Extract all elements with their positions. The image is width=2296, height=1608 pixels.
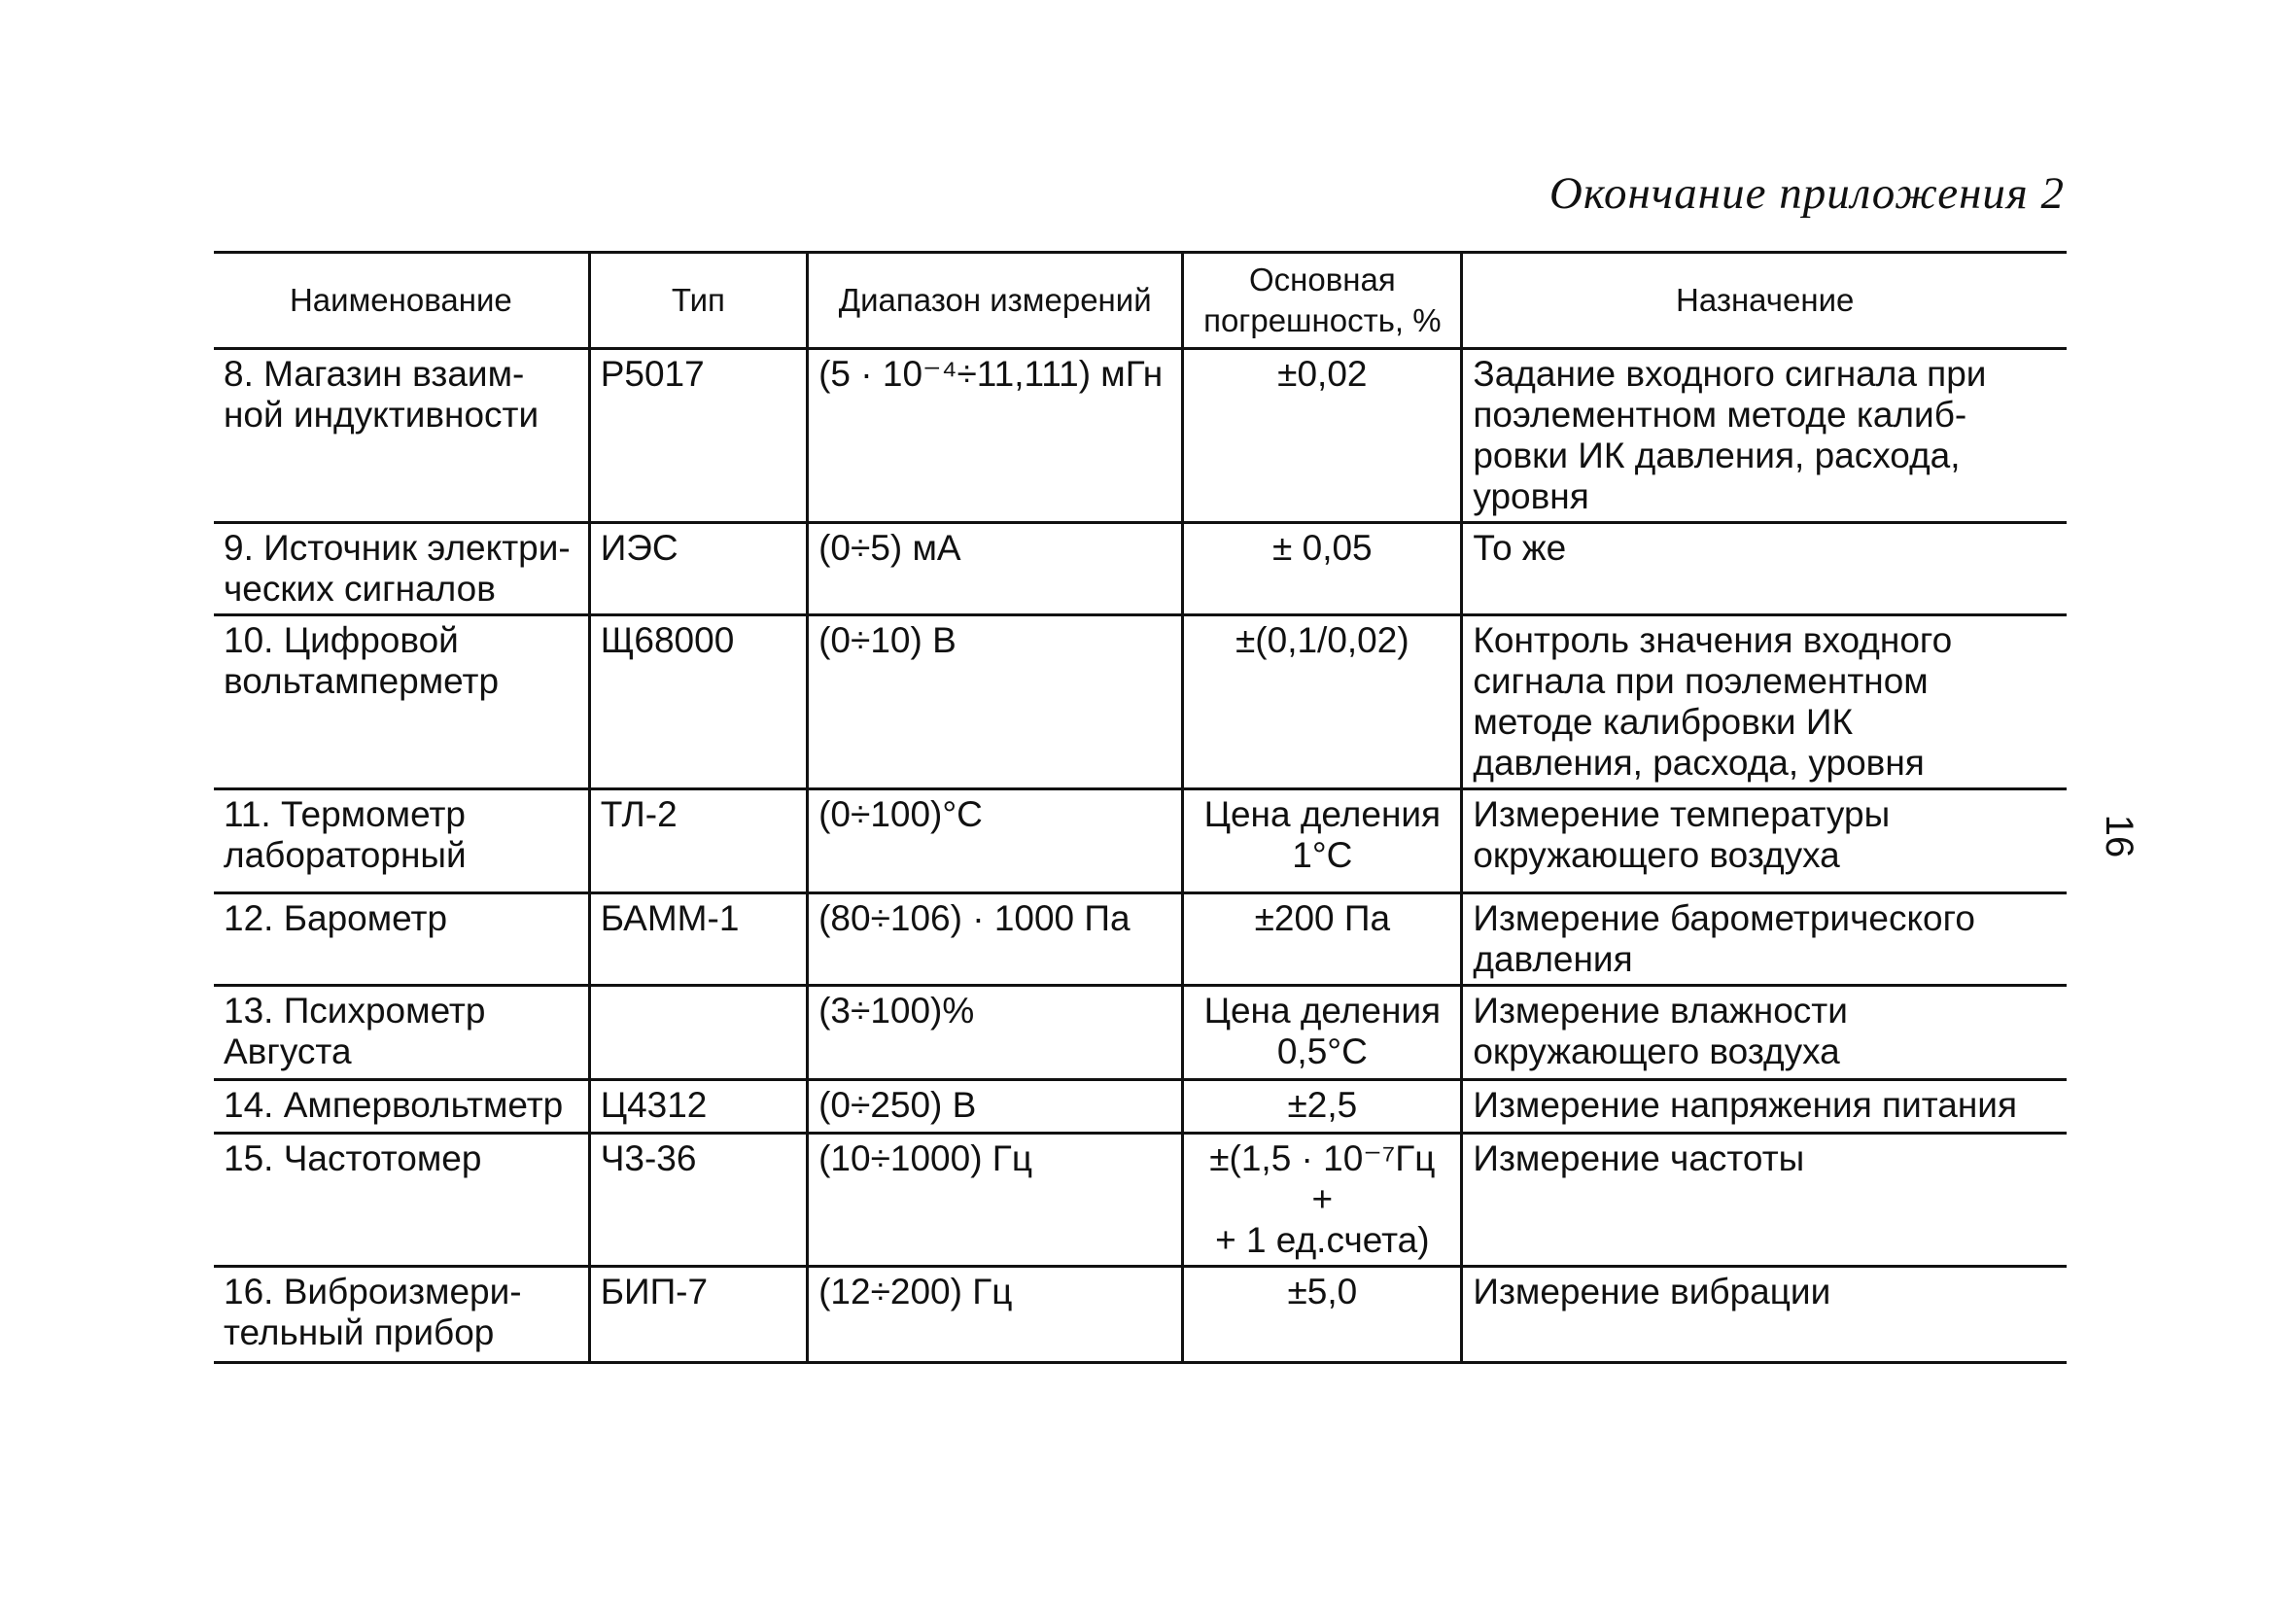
cell-purpose: Измерение барометрического давления — [1462, 893, 2067, 986]
cell-range: (0÷250) В — [808, 1080, 1183, 1134]
cell-type: Р5017 — [589, 349, 807, 523]
cell-error: ±5,0 — [1183, 1267, 1462, 1363]
cell-range: (80÷106) · 1000 Па — [808, 893, 1183, 986]
cell-purpose: То же — [1462, 523, 2067, 615]
cell-type — [589, 986, 807, 1080]
table-header-row — [214, 253, 2067, 349]
cell-purpose: Измерение напряжения питания — [1462, 1080, 2067, 1134]
header-name: Наименование — [214, 253, 589, 349]
cell-error: ±(1,5 · 10⁻⁷Гц + + 1 ед.счета) — [1183, 1134, 1462, 1267]
table-row — [214, 893, 2067, 986]
header-range: Диапазон измерений — [808, 253, 1183, 349]
table-row — [214, 789, 2067, 893]
table-row — [214, 615, 2067, 789]
table-row — [214, 523, 2067, 615]
table-row — [214, 986, 2067, 1080]
cell-range: (3÷100)% — [808, 986, 1183, 1080]
cell-purpose: Задание входного сигнала при поэлементном методе калиб- ровки ИК давления, расхода, уровня — [1462, 349, 2067, 523]
cell-name: 11. Термометр лабораторный — [214, 789, 589, 893]
cell-range: (0÷5) мА — [808, 523, 1183, 615]
cell-type: Щ68000 — [589, 615, 807, 789]
table-row — [214, 1134, 2067, 1267]
table-row — [214, 1080, 2067, 1134]
cell-purpose: Измерение влажности окружающего воздуха — [1462, 986, 2067, 1080]
cell-name: 10. Цифровой вольтамперметр — [214, 615, 589, 789]
cell-name: 15. Частотомер — [214, 1134, 589, 1267]
cell-name: 14. Ампервольтметр — [214, 1080, 589, 1134]
cell-error: ±0,02 — [1183, 349, 1462, 523]
instrument-table — [214, 251, 2067, 1364]
cell-error: ±(0,1/0,02) — [1183, 615, 1462, 789]
cell-range: (10÷1000) Гц — [808, 1134, 1183, 1267]
cell-type: БИП-7 — [589, 1267, 807, 1363]
header-type: Тип — [589, 253, 807, 349]
cell-purpose: Контроль значения входного сигнала при поэлементном методе калибровки ИК давления, расхода, уровня — [1462, 615, 2067, 789]
cell-range: (0÷10) В — [808, 615, 1183, 789]
cell-error: Цена деления 0,5°С — [1183, 986, 1462, 1080]
cell-range: (12÷200) Гц — [808, 1267, 1183, 1363]
cell-range: (5 · 10⁻⁴÷11,111) мГн — [808, 349, 1183, 523]
cell-name: 13. Психрометр Августа — [214, 986, 589, 1080]
cell-purpose: Измерение вибрации — [1462, 1267, 2067, 1363]
header-error: Основная погрешность, % — [1183, 253, 1462, 349]
cell-range: (0÷100)°С — [808, 789, 1183, 893]
cell-name: 9. Источник электри- ческих сигналов — [214, 523, 589, 615]
cell-name: 12. Барометр — [214, 893, 589, 986]
cell-error: Цена деления 1°С — [1183, 789, 1462, 893]
cell-type: Ч3-36 — [589, 1134, 807, 1267]
header-purpose: Назначение — [1462, 253, 2067, 349]
cell-name: 8. Магазин взаим- ной индуктивности — [214, 349, 589, 523]
cell-error: ± 0,05 — [1183, 523, 1462, 615]
page-number: 16 — [2098, 814, 2140, 858]
table-row — [214, 349, 2067, 523]
cell-purpose: Измерение частоты — [1462, 1134, 2067, 1267]
cell-type: БАММ-1 — [589, 893, 807, 986]
cell-error: ±2,5 — [1183, 1080, 1462, 1134]
cell-type: ТЛ-2 — [589, 789, 807, 893]
page-heading: Окончание приложения 2 — [1548, 168, 2065, 219]
cell-type: Ц4312 — [589, 1080, 807, 1134]
cell-error: ±200 Па — [1183, 893, 1462, 986]
cell-type: ИЭС — [589, 523, 807, 615]
cell-name: 16. Виброизмери- тельный прибор — [214, 1267, 589, 1363]
cell-purpose: Измерение температуры окружающего воздуха — [1462, 789, 2067, 893]
table-row — [214, 1267, 2067, 1363]
